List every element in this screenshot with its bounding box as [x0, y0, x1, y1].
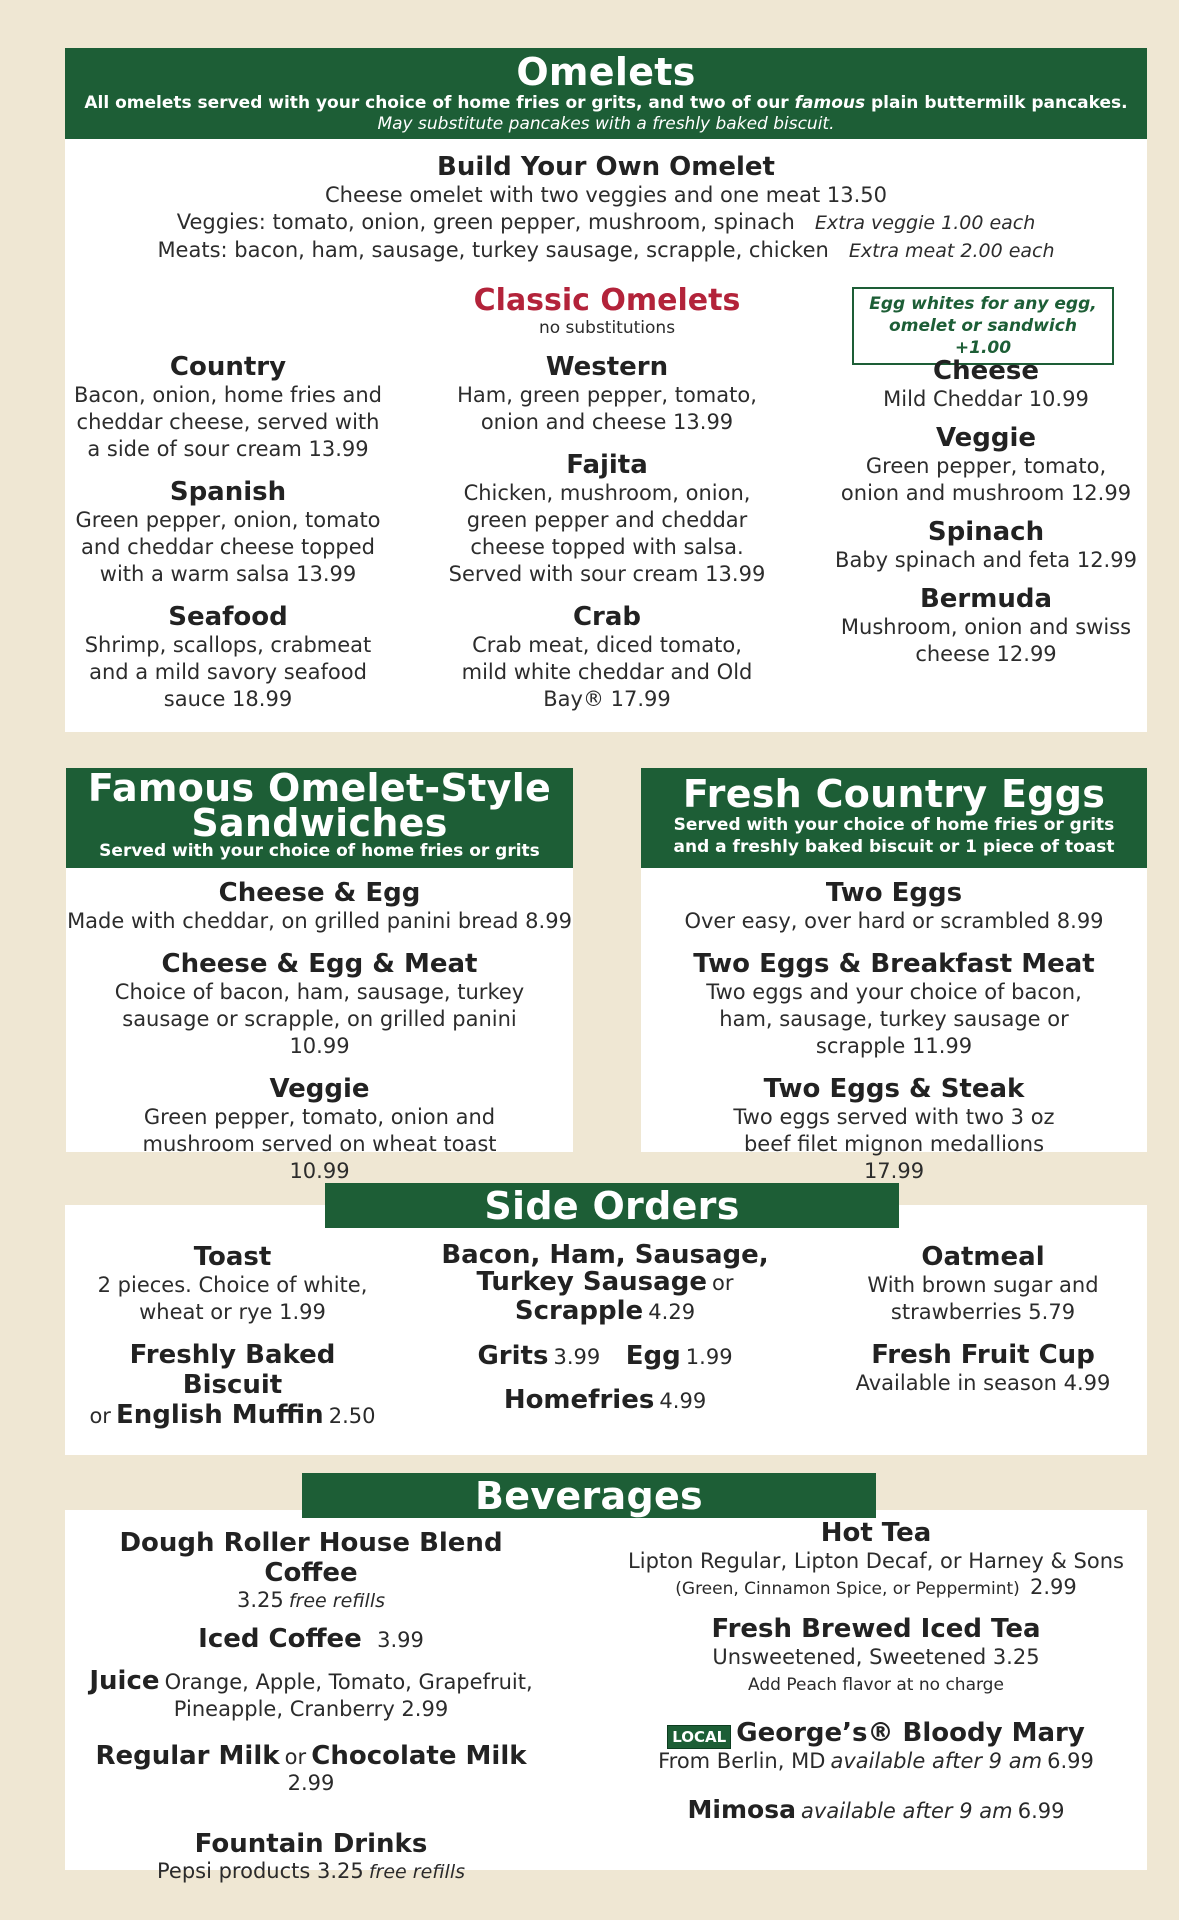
- menu-item-country: Country Bacon, onion, home fries and cheddar cheese, served with a side of sour cream 13.99: [74, 352, 382, 461]
- menu-item-western: Western Ham, green pepper, tomato, onion and cheese 13.99: [457, 352, 757, 434]
- menu-item-two-eggs: Two Eggs Over easy, over hard or scrambled 8.99: [684, 878, 1104, 933]
- menu-item-veggie: Veggie Green pepper, tomato, onion and mushroom 12.99: [840, 423, 1132, 505]
- beverages-header: [302, 1473, 876, 1518]
- menu-item-fountain-drinks: Fountain Drinks Pepsi products 3.25 free refills: [156, 1829, 465, 1883]
- sides-left-column: [80, 1242, 385, 1444]
- menu-item-spinach: Spinach Baby spinach and feta 12.99: [835, 517, 1137, 572]
- sandwiches-subtitle: Served with your choice of home fries or grits: [99, 841, 540, 861]
- menu-item-bloody-mary: LOCAL George’s® Bloody Mary From Berlin, MD available after 9 am 6.99: [658, 1718, 1094, 1773]
- sandwiches-items: [66, 878, 573, 1199]
- menu-item-toast: Toast 2 pieces. Choice of white, wheat or rye 1.99: [97, 1242, 368, 1324]
- omelets-subtitle: All omelets served with your choice of home fries or grits, and two of our famous plain buttermilk pancakes.: [84, 93, 1128, 113]
- build-omelet-meats: Meats: bacon, ham, sausage, turkey sausage, scrapple, chicken Extra meat 2.00 each: [157, 238, 1055, 262]
- menu-item-two-eggs-meat: Two Eggs & Breakfast Meat Two eggs and your choice of bacon, ham, sausage, turkey sausage or scrapple 11.99: [693, 949, 1095, 1058]
- sides-header: [325, 1183, 899, 1228]
- sides-title: Side Orders: [484, 1184, 740, 1228]
- omelets-header: [65, 48, 1147, 139]
- menu-item-cheese: Cheese Mild Cheddar 10.99: [883, 356, 1089, 411]
- menu-item-two-eggs-steak: Two Eggs & Steak Two eggs served with two 3 oz beef filet mignon medallions 17.99: [733, 1074, 1055, 1183]
- eggs-items: [641, 878, 1147, 1199]
- classic-omelets-sub: no substitutions: [538, 318, 676, 338]
- menu-item-hot-tea: Hot Tea Lipton Regular, Lipton Decaf, or Harney & Sons (Green, Cinnamon Spice, or Peppermint) 2.99: [628, 1518, 1124, 1599]
- classic-omelets-heading: [440, 284, 774, 339]
- menu-item-spanish: Spanish Green pepper, onion, tomato and cheddar cheese topped with a warm salsa 13.99: [75, 477, 381, 586]
- build-your-own-omelet: [65, 152, 1147, 265]
- omelets-middle-column: [448, 352, 766, 727]
- menu-item-bermuda: Bermuda Mushroom, onion and swiss cheese 12.99: [840, 584, 1132, 666]
- menu-item-crab: Crab Crab meat, diced tomato, mild white cheddar and Old Bay® 17.99: [461, 602, 753, 711]
- eggs-title: Fresh Country Eggs: [682, 772, 1106, 816]
- menu-item-fruit-cup: Fresh Fruit Cup Available in season 4.99: [855, 1340, 1111, 1395]
- sandwiches-title-line2: Sandwiches: [191, 801, 448, 845]
- menu-item-oatmeal: Oatmeal With brown sugar and strawberries 5.79: [867, 1242, 1099, 1324]
- omelets-title: Omelets: [516, 50, 696, 94]
- menu-item-house-coffee: Dough Roller House Blend Coffee 3.25 free refills: [119, 1528, 503, 1612]
- beverages-right-column: [620, 1518, 1132, 1838]
- egg-whites-note: Egg whites for any egg, omelet or sandwich +1.00: [852, 287, 1114, 365]
- menu-item-cheese-egg-meat: Cheese & Egg & Meat Choice of bacon, ham, sausage, turkey sausage or scrapple, on grilled panini 10.99: [114, 949, 525, 1058]
- build-omelet-line: Cheese omelet with two veggies and one meat 13.50: [325, 183, 887, 207]
- local-badge: LOCAL: [667, 1725, 731, 1749]
- omelets-left-column: [70, 352, 386, 727]
- menu-item-homefries: Homefries 4.99: [503, 1385, 707, 1415]
- menu-item-juice: Juice Orange, Apple, Tomato, Grapefruit, Pineapple, Cranberry 2.99: [89, 1666, 533, 1721]
- menu-item-veggie-sandwich: Veggie Green pepper, tomato, onion and mushroom served on wheat toast 10.99: [142, 1074, 497, 1183]
- menu-item-fajita: Fajita Chicken, mushroom, onion, green pepper and cheddar cheese topped with salsa. Served with sour cream 13.99: [448, 450, 766, 586]
- sandwiches-title-line1: Famous Omelet-Style: [87, 766, 552, 810]
- beverages-title: Beverages: [475, 1474, 703, 1518]
- eggs-subtitle2: and a freshly baked biscuit or 1 piece of toast: [673, 837, 1115, 857]
- menu-item-milk: Regular Milk or Chocolate Milk 2.99: [95, 1741, 527, 1795]
- menu-item-grits-egg: Grits 3.99 Egg 1.99: [477, 1341, 733, 1371]
- eggs-subtitle1: Served with your choice of home fries or grits: [673, 815, 1115, 835]
- beverages-left-column: [80, 1528, 542, 1897]
- classic-omelets-title: Classic Omelets: [473, 283, 741, 318]
- eggs-header: [641, 768, 1147, 868]
- omelets-subtitle-substitute: May substitute pancakes with a freshly baked biscuit.: [377, 114, 835, 134]
- menu-item-cheese-egg: Cheese & Egg Made with cheddar, on grilled panini bread 8.99: [67, 878, 572, 933]
- sides-middle-column: [440, 1242, 770, 1429]
- sides-right-column: [848, 1242, 1118, 1411]
- menu-item-seafood: Seafood Shrimp, scallops, crabmeat and a mild savory seafood sauce 18.99: [84, 602, 372, 711]
- menu-item-mimosa: Mimosa available after 9 am 6.99: [687, 1794, 1065, 1824]
- sandwiches-header: [66, 768, 573, 868]
- menu-item-biscuit: Freshly Baked Biscuit or English Muffin 2.50: [89, 1340, 376, 1430]
- menu-item-breakfast-meats: Bacon, Ham, Sausage, Turkey Sausage or Scrapple 4.29: [441, 1240, 769, 1326]
- menu-item-iced-coffee: Iced Coffee 3.99: [198, 1624, 424, 1654]
- build-omelet-veggies: Veggies: tomato, onion, green pepper, mushroom, spinach Extra veggie 1.00 each: [176, 210, 1036, 234]
- build-omelet-name: Build Your Own Omelet: [437, 152, 775, 182]
- menu-item-iced-tea: Fresh Brewed Iced Tea Unsweetened, Sweetened 3.25 Add Peach flavor at no charge: [711, 1614, 1041, 1695]
- omelets-right-column: [834, 356, 1138, 682]
